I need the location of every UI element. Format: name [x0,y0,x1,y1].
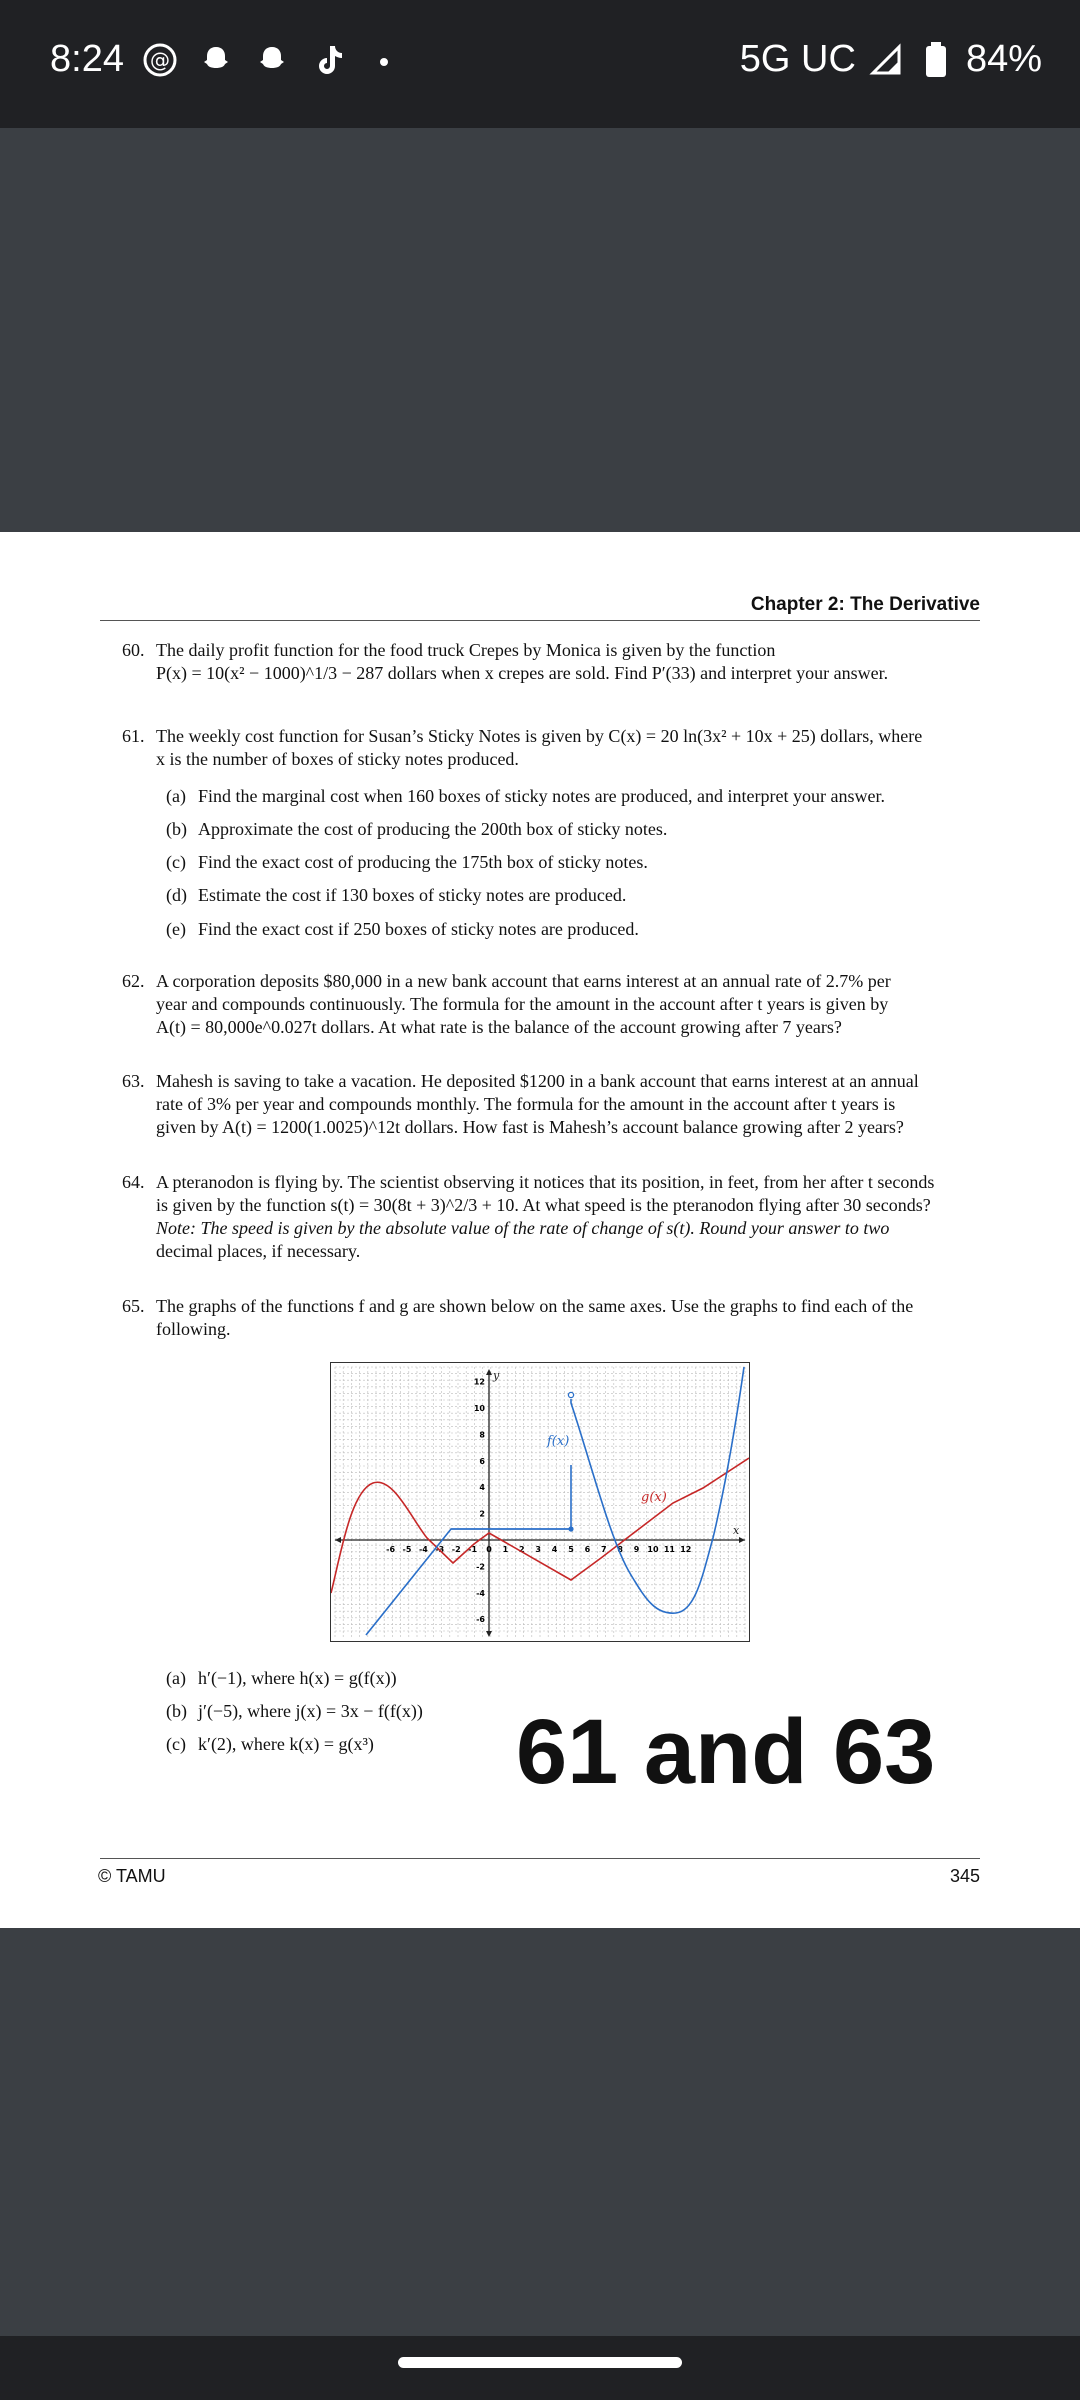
footer-copyright: © TAMU [98,1866,166,1886]
x-tick-label: -3 [435,1545,445,1554]
problem-65 [122,1295,972,1341]
y-tick-label: 6 [479,1456,485,1466]
x-tick-label: -6 [386,1545,396,1554]
x-tick-label: 1 [502,1545,509,1554]
problem-note: Note: The speed is given by the absolute value of the rate of change of s(t). Round your answer to two [156,1218,890,1238]
status-right [740,38,1042,81]
problem-61-part-d [166,884,626,907]
problem-line: given by A(t) = 1200(1.0025)^12t dollars. How fast is Mahesh’s account balance growing after 2 years? [156,1117,904,1137]
problem-line: A corporation deposits $80,000 in a new bank account that earns interest at an annual rate of 2.7% per [156,971,891,991]
graph-svg [331,1363,749,1641]
part-text: k′(2), where k(x) = g(x³) [198,1734,374,1754]
x-tick-label: 12 [680,1545,692,1554]
y-tick-label: 8 [479,1430,485,1440]
footer-rule [100,1858,980,1859]
problem-number: 61. [122,726,145,746]
problem-line: The graphs of the functions f and g are shown below on the same axes. Use the graphs to find each of the [156,1296,914,1316]
problem-61 [122,725,972,771]
network-type: 5G UC [739,38,856,80]
part-label: (e) [166,919,186,939]
x-tick-label: 3 [535,1545,541,1554]
y-tick-label: -2 [476,1562,485,1572]
home-gesture-handle[interactable] [398,2357,682,2368]
page-number: 345 [949,1866,980,1886]
part-label: (a) [166,786,186,806]
problem-line: x is the number of boxes of sticky notes produced. [156,749,519,769]
part-text: Find the exact cost if 250 boxes of sticky notes are produced. [198,919,639,939]
f-curve [366,1367,744,1635]
problem-61-part-c [166,851,648,874]
part-text: h′(−1), where h(x) = g(f(x)) [198,1668,397,1688]
part-label: (d) [166,885,187,905]
y-tick-label: -4 [476,1588,485,1598]
dot-icon [364,40,404,80]
part-text: Approximate the cost of producing the 200th box of sticky notes. [198,819,668,839]
x-tick-label: 11 [663,1545,675,1554]
y-axis-label: y [493,1369,500,1382]
problem-line: A pteranodon is flying by. The scientist observing it notices that its position, in feet, from her after t seconds [156,1172,935,1192]
f-label: f(x) [547,1434,570,1449]
x-tick-label: 4 [551,1545,558,1554]
problem-60 [122,639,972,685]
document-page[interactable] [0,532,1080,1928]
part-label: (a) [166,1668,186,1688]
x-tick-label: 8 [617,1545,623,1554]
x-tick-label: -5 [402,1545,412,1554]
problem-line: rate of 3% per year and compounds monthly. The formula for the amount in the account after t years is [156,1094,896,1114]
header-rule [100,620,980,621]
problem-number: 64. [122,1172,145,1192]
problem-65-part-a [166,1667,397,1690]
problem-line: The weekly cost function for Susan’s Sticky Notes is given by C(x) = 20 ln(3x² + 10x + 25) dollars, where [156,726,923,746]
part-text: Find the marginal cost when 160 boxes of sticky notes are produced, and interpret your answer. [198,786,885,806]
problem-line: The daily profit function for the food truck Crepes by Monica is given by the function [156,640,776,660]
y-tick-label: -6 [476,1615,485,1625]
part-text: j′(−5), where j(x) = 3x − f(f(x)) [198,1701,423,1721]
threads-icon [140,40,180,80]
function-graph [330,1362,750,1642]
svg-text:@: @ [149,47,170,72]
snapchat-icon [252,40,292,80]
x-axis-label: x [733,1524,740,1537]
x-tick-label: 2 [519,1545,525,1554]
x-tick-label: 10 [647,1545,659,1554]
status-left [50,38,404,81]
problem-number: 63. [122,1071,145,1091]
problem-61-part-b [166,818,667,841]
f-closed-point [568,1526,573,1531]
problem-line: is given by the function s(t) = 30(8t + 3)^2/3 + 10. At what speed is the pteranodon flying after 30 seconds? [156,1195,931,1215]
part-label: (b) [166,819,187,839]
battery-icon [916,40,956,80]
problem-number: 62. [122,971,145,991]
battery-percent: 84% [965,38,1042,80]
y-tick-label: 12 [473,1377,485,1387]
x-tick-label: -4 [418,1545,428,1554]
x-tick-label: 5 [568,1545,574,1554]
problem-61-part-a [166,785,885,808]
tiktok-icon [308,40,348,80]
problem-line: year and compounds continuously. The formula for the amount in the account after t years is given by [156,994,889,1014]
signal-icon [866,40,906,80]
problem-64 [122,1171,972,1263]
problem-line: P(x) = 10(x² − 1000)^1/3 − 287 dollars when x crepes are sold. Find P′(33) and interpret your answer. [156,663,889,683]
part-text: Find the exact cost of producing the 175th box of sticky notes. [198,852,648,872]
problem-line: decimal places, if necessary. [156,1241,361,1261]
problem-63 [122,1070,972,1139]
y-tick-label: 4 [479,1483,485,1493]
problem-number: 65. [122,1296,145,1316]
problem-line: following. [156,1319,231,1339]
problem-65-part-b [166,1700,423,1723]
overlay-annotation: 61 and 63 [516,1701,936,1803]
problem-62 [122,970,972,1039]
x-tick-label: 0 [486,1545,492,1554]
part-label: (c) [166,852,186,872]
snapchat-icon [196,40,236,80]
x-tick-label: 9 [633,1545,640,1554]
problem-61-part-e [166,918,639,941]
f-open-point [568,1392,573,1397]
problem-65-part-c [166,1733,374,1756]
navigation-bar [0,2336,1080,2400]
part-label: (c) [166,1734,186,1754]
x-tick-label: 7 [601,1545,607,1554]
x-tick-label: 6 [584,1545,591,1554]
part-text: Estimate the cost if 130 boxes of sticky notes are produced. [198,885,627,905]
part-label: (b) [166,1701,187,1721]
y-tick-label: 2 [479,1509,485,1519]
g-label: g(x) [641,1490,667,1505]
x-tick-label: -1 [468,1545,478,1554]
y-tick-label: 10 [473,1404,485,1413]
problem-line: Mahesh is saving to take a vacation. He deposited $1200 in a bank account that earns interest at an annual [156,1071,919,1091]
clock: 8:24 [50,38,124,80]
problem-line: A(t) = 80,000e^0.027t dollars. At what rate is the balance of the account growing after 7 years? [156,1017,842,1037]
chapter-header: Chapter 2: The Derivative [750,594,980,615]
problem-number: 60. [122,640,145,660]
status-bar [0,0,1080,128]
x-tick-label: -2 [451,1545,461,1554]
